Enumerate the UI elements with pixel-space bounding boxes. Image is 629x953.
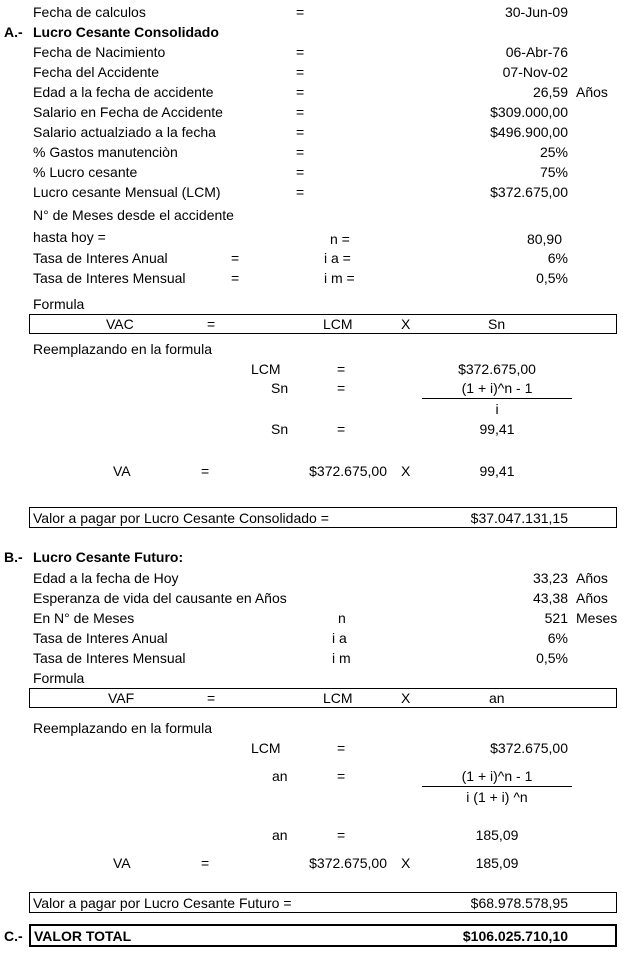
monthly-rate-value: 0,5%: [536, 270, 568, 286]
an-numerator: (1 + i)^n - 1: [461, 768, 533, 784]
annual-rate-value: 6%: [547, 250, 568, 266]
row-label: Edad a la fecha de accidente: [33, 84, 214, 100]
equals-sign: =: [337, 421, 346, 437]
row-value: 33,23: [532, 570, 568, 586]
formula-sn: Sn: [488, 316, 506, 332]
row-value: 75%: [539, 164, 568, 180]
row-label: % Gastos manutenciòn: [33, 144, 178, 160]
an-denominator: i (1 + i) ^n: [466, 789, 528, 805]
months-label-cont: hasta hoy =: [33, 229, 106, 245]
row-label: Salario actualziado a la fecha: [33, 124, 216, 140]
formula-times: X: [401, 316, 411, 332]
section-b-title: Lucro Cesante Futuro:: [33, 549, 184, 565]
months-value: 80,90: [526, 231, 562, 247]
row-symbol: i a: [332, 630, 347, 646]
lcm-value: $372.675,00: [490, 740, 568, 756]
row-value: 43,38: [532, 590, 568, 606]
annual-rate-label: Tasa de Interes Anual: [33, 250, 168, 266]
row-label: Fecha de Nacimiento: [33, 44, 166, 60]
row-value: 06-Abr-76: [505, 44, 568, 60]
lcm-value: $372.675,00: [458, 361, 536, 377]
formula-lcm: LCM: [323, 316, 353, 332]
equals-sign: =: [201, 463, 210, 479]
equals-sign: =: [337, 768, 346, 784]
equals-sign: =: [296, 124, 305, 140]
row-unit: Meses: [576, 610, 618, 626]
equals-sign: =: [296, 84, 305, 100]
formula-equals: =: [207, 690, 216, 706]
row-symbol: n: [338, 610, 346, 626]
row-label: Fecha del Accidente: [33, 64, 160, 80]
sn-symbol: Sn: [271, 421, 289, 437]
equals-sign: =: [296, 184, 305, 200]
total-a-value: $37.047.131,15: [470, 510, 568, 526]
row-value: 521: [544, 610, 568, 626]
va-factor: 185,09: [475, 855, 519, 871]
va-symbol: VA: [113, 463, 131, 479]
total-a-label: Valor a pagar por Lucro Cesante Consolidado =: [33, 510, 329, 526]
va-symbol: VA: [113, 855, 131, 871]
grand-total-label: VALOR TOTAL: [34, 928, 132, 944]
va-times: X: [401, 855, 411, 871]
row-value: 0,5%: [536, 650, 568, 666]
equals-sign: =: [231, 250, 240, 266]
formula-equals: =: [207, 316, 216, 332]
row-symbol: i m: [332, 650, 351, 666]
row-label: Salario en Fecha de Accidente: [33, 104, 223, 120]
equals-sign: =: [337, 380, 346, 396]
row-unit: Años: [576, 570, 608, 586]
annual-rate-symbol: i a =: [324, 250, 351, 266]
equals-sign: =: [337, 827, 346, 843]
row-value: $372.675,00: [490, 184, 568, 200]
va-times: X: [401, 463, 411, 479]
months-symbol: n =: [330, 231, 350, 247]
equals-sign: =: [296, 164, 305, 180]
equals-sign: =: [296, 4, 305, 20]
months-label: N° de Meses desde el accidente: [33, 207, 234, 223]
row-value: $496.900,00: [490, 124, 568, 140]
row-value: 6%: [547, 630, 568, 646]
va-lcm: $372.675,00: [309, 855, 387, 871]
calc-date-label: Fecha de calculos: [33, 4, 146, 20]
row-label: Esperanza de vida del causante en Años: [33, 590, 287, 606]
grand-total-value: $106.025.710,10: [462, 928, 568, 944]
section-a-letter: A.-: [4, 24, 23, 40]
sn-numerator: (1 + i)^n - 1: [461, 380, 533, 396]
monthly-rate-label: Tasa de Interes Mensual: [33, 270, 186, 286]
equals-sign: =: [296, 144, 305, 160]
row-label: Lucro cesante Mensual (LCM): [33, 184, 221, 200]
equals-sign: =: [296, 104, 305, 120]
formula-label: Formula: [33, 296, 85, 312]
row-value: 07-Nov-02: [502, 64, 568, 80]
an-symbol: an: [272, 827, 288, 843]
section-c-letter: C.-: [4, 928, 23, 944]
va-lcm: $372.675,00: [309, 463, 387, 479]
formula-lcm: LCM: [323, 690, 353, 706]
formula-times: X: [401, 690, 411, 706]
lcm-symbol: LCM: [251, 740, 281, 756]
sn-symbol: Sn: [271, 380, 289, 396]
lcm-symbol: LCM: [251, 361, 281, 377]
section-b-letter: B.-: [4, 549, 23, 565]
row-label: Tasa de Interes Anual: [33, 630, 168, 646]
va-factor: 99,41: [479, 463, 515, 479]
row-unit: Años: [576, 590, 608, 606]
row-label: % Lucro cesante: [33, 164, 138, 180]
row-value: 26,59: [532, 84, 568, 100]
replace-label: Reemplazando en la formula: [33, 720, 212, 736]
an-value: 185,09: [475, 827, 519, 843]
formula-label: Formula: [33, 670, 85, 686]
equals-sign: =: [337, 740, 346, 756]
fraction-line: [422, 398, 572, 399]
replace-label: Reemplazando en la formula: [33, 341, 212, 357]
section-a-title: Lucro Cesante Consolidado: [33, 24, 219, 40]
equals-sign: =: [296, 44, 305, 60]
equals-sign: =: [231, 270, 240, 286]
formula-vaf: VAF: [108, 690, 135, 706]
row-value: 25%: [539, 144, 568, 160]
calc-date-value: 30-Jun-09: [504, 4, 568, 20]
sn-value: 99,41: [479, 421, 515, 437]
row-label: En N° de Meses: [33, 610, 135, 626]
equals-sign: =: [201, 855, 210, 871]
row-value: $309.000,00: [490, 104, 568, 120]
row-label: Tasa de Interes Mensual: [33, 650, 186, 666]
sn-denominator: i: [495, 401, 499, 417]
equals-sign: =: [296, 64, 305, 80]
an-symbol: an: [272, 768, 288, 784]
formula-an: an: [489, 690, 505, 706]
fraction-line: [422, 786, 572, 787]
equals-sign: =: [337, 361, 346, 377]
monthly-rate-symbol: i m =: [324, 270, 355, 286]
total-b-label: Valor a pagar por Lucro Cesante Futuro =: [33, 895, 292, 911]
row-unit: Años: [576, 84, 608, 100]
formula-vac: VAC: [106, 316, 134, 332]
row-label: Edad a la fecha de Hoy: [33, 570, 179, 586]
total-b-value: $68.978.578,95: [470, 895, 568, 911]
